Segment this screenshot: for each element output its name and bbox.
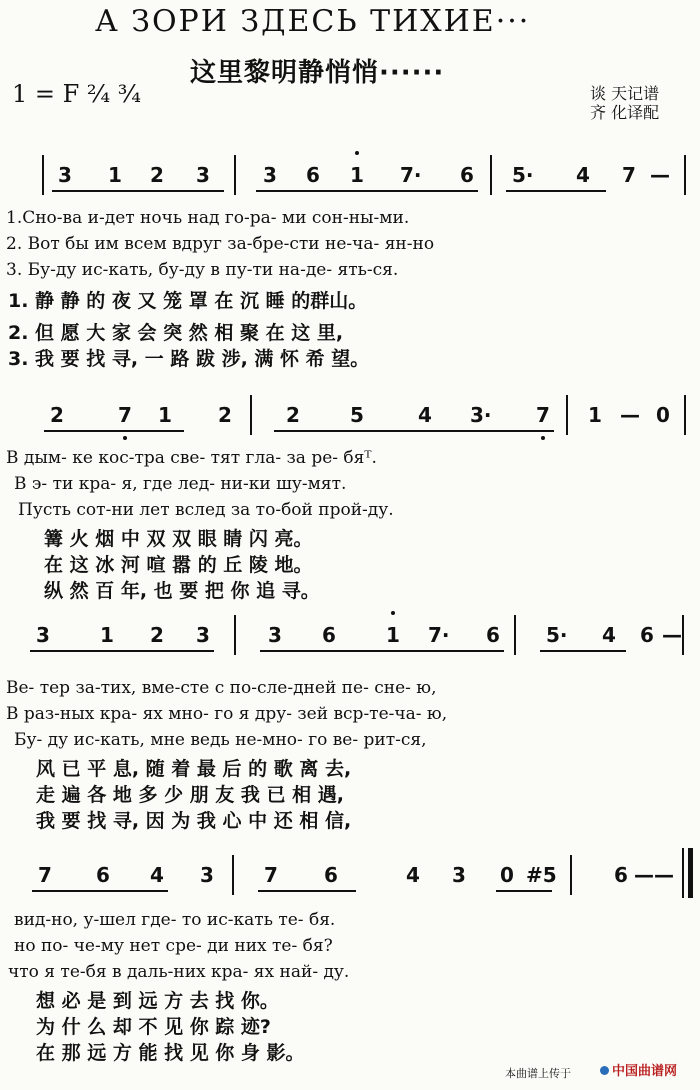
note: — [620, 403, 640, 427]
lyric-line: 为 什 么 却 不 见 你 踪 迹? [36, 1016, 271, 1038]
lyric-line: Пусть сот-ни лет вслед за то-бой прой-ду. [18, 500, 394, 520]
lyric-line: 1. 静 静 的 夜 又 笼 罩 在 沉 睡 的群山。 [8, 290, 368, 312]
bar-line [232, 855, 234, 895]
underline [506, 190, 606, 192]
note: 6 [614, 863, 628, 887]
lyric-line: вид-но, у-шел где- то ис-кать те- бя. [14, 910, 336, 930]
note: 7· [400, 163, 422, 187]
note: #5 [526, 863, 557, 887]
final-bar-thick [688, 848, 693, 898]
note: 2 [218, 403, 232, 427]
credit-notation: 谈 天记谱 [590, 84, 660, 103]
lyric-line: 2. Вот бы им всем вдруг за-бре-сти не-ча- ян-но [6, 234, 435, 254]
underline [496, 890, 552, 892]
note: 4 [602, 623, 616, 647]
lyric-line: В э- ти кра- я, где лед- ни-ки шу-мят. [14, 474, 347, 494]
note: 6 [486, 623, 500, 647]
note: 3· [470, 403, 492, 427]
note: 3 [196, 163, 210, 187]
bar-line [682, 615, 684, 655]
key-signature: 1 = F ²⁄₄ ³⁄₄ [12, 80, 142, 108]
bar-line [684, 395, 686, 435]
note: 5 [350, 403, 364, 427]
note: 4 [406, 863, 420, 887]
lyric-line: 2. 但 愿 大 家 会 突 然 相 聚 在 这 里, [8, 322, 344, 344]
note: 1 [588, 403, 602, 427]
octave-dot [123, 436, 127, 440]
lyric-line: что я те-бя в даль-них кра- ях най- ду. [8, 962, 350, 982]
note: 3 [452, 863, 466, 887]
note: 2 [150, 163, 164, 187]
note: 7 [536, 403, 550, 427]
title-russian: А ЗОРИ ЗДЕСЬ ТИХИЕ··· [95, 4, 531, 39]
note: 7 [118, 403, 132, 427]
credit-translation: 齐 化译配 [590, 103, 660, 122]
note: 2 [50, 403, 64, 427]
note: 6 [640, 623, 654, 647]
note: 3 [196, 623, 210, 647]
bar-line [566, 395, 568, 435]
note: — [634, 863, 654, 887]
site-logo [600, 1060, 677, 1079]
lyric-line: 3. Бу-ду ис-кать, бу-ду в пу-ти на-де- ять-ся. [6, 260, 399, 280]
underline [258, 890, 356, 892]
title-chinese: 这里黎明静悄悄······ [190, 58, 445, 88]
note: 4 [150, 863, 164, 887]
note: 3 [263, 163, 277, 187]
underline [44, 430, 184, 432]
note: 4 [418, 403, 432, 427]
note: 6 [306, 163, 320, 187]
lyric-line: 风 已 平 息, 随 着 最 后 的 歌 离 去, [36, 758, 352, 780]
octave-dot [541, 436, 545, 440]
bar-line [250, 395, 252, 435]
lyric-line: 纵 然 百 年, 也 要 把 你 追 寻。 [44, 580, 320, 602]
bar-line [514, 615, 516, 655]
underline [32, 890, 168, 892]
lyric-line: 3. 我 要 找 寻, 一 路 跋 涉, 满 怀 希 望。 [8, 348, 370, 370]
note: 7 [264, 863, 278, 887]
octave-dot [355, 151, 359, 155]
bar-line [234, 155, 236, 195]
lyric-line: В дым- ке кос-тра све- тят гла- за ре- бяᵀ. [6, 448, 377, 468]
note: 5· [546, 623, 568, 647]
lyric-line: Ве- тер за-тих, вме-сте с по-сле-дней пе- сне- ю, [6, 678, 437, 698]
lyric-line: Бу- ду ис-кать, мне ведь не-мно- го ве- рит-ся, [14, 730, 427, 750]
note: — [650, 163, 670, 187]
final-bar-thin [682, 848, 684, 898]
site-name: 中国曲谱网 [612, 1064, 678, 1079]
note: 1 [386, 623, 400, 647]
note: 1 [108, 163, 122, 187]
note: 1 [158, 403, 172, 427]
note: 2 [286, 403, 300, 427]
note: 6 [96, 863, 110, 887]
note: 3 [58, 163, 72, 187]
lyric-line: 走 遍 各 地 多 少 朋 友 我 已 相 遇, [36, 784, 344, 806]
note: 1 [100, 623, 114, 647]
credits [590, 84, 659, 122]
note: 7 [622, 163, 636, 187]
lyric-line: 在 这 冰 河 喧 嚣 的 丘 陵 地。 [44, 554, 313, 576]
note: 3 [268, 623, 282, 647]
underline [256, 190, 478, 192]
lyric-line: В раз-ных кра- ях мно- го я дру- зей вср-те-ча- ю, [6, 704, 448, 724]
note: 6 [324, 863, 338, 887]
note: 0 [500, 863, 514, 887]
note: 6 [460, 163, 474, 187]
bar-line [490, 155, 492, 195]
note: 5· [512, 163, 534, 187]
underline [260, 650, 504, 652]
note: 0 [656, 403, 670, 427]
globe-icon [600, 1066, 609, 1075]
upload-note: 本曲谱上传于 [505, 1067, 571, 1080]
underline [540, 650, 626, 652]
octave-dot [391, 611, 395, 615]
note: 4 [576, 163, 590, 187]
bar-line [42, 155, 44, 195]
bar-line [570, 855, 572, 895]
underline [30, 650, 214, 652]
note: — [662, 623, 682, 647]
lyric-line: 想 必 是 到 远 方 去 找 你。 [36, 990, 279, 1012]
note: 1 [350, 163, 364, 187]
note: 3 [200, 863, 214, 887]
note: 2 [150, 623, 164, 647]
note: 3 [36, 623, 50, 647]
underline [274, 430, 554, 432]
lyric-line: 在 那 远 方 能 找 见 你 身 影。 [36, 1042, 305, 1064]
lyric-line: но по- че-му нет сре- ди них те- бя? [14, 936, 333, 956]
note: 7· [428, 623, 450, 647]
lyric-line: 我 要 找 寻, 因 为 我 心 中 还 相 信, [36, 810, 352, 832]
note: — [654, 863, 674, 887]
lyric-line: 1.Сно-ва и-дет ночь над го-ра- ми сон-ны-ми. [6, 208, 410, 228]
lyric-line: 篝 火 烟 中 双 双 眼 睛 闪 亮。 [44, 528, 313, 550]
note: 7 [38, 863, 52, 887]
bar-line [234, 615, 236, 655]
underline [52, 190, 224, 192]
bar-line [684, 155, 686, 195]
note: 6 [322, 623, 336, 647]
